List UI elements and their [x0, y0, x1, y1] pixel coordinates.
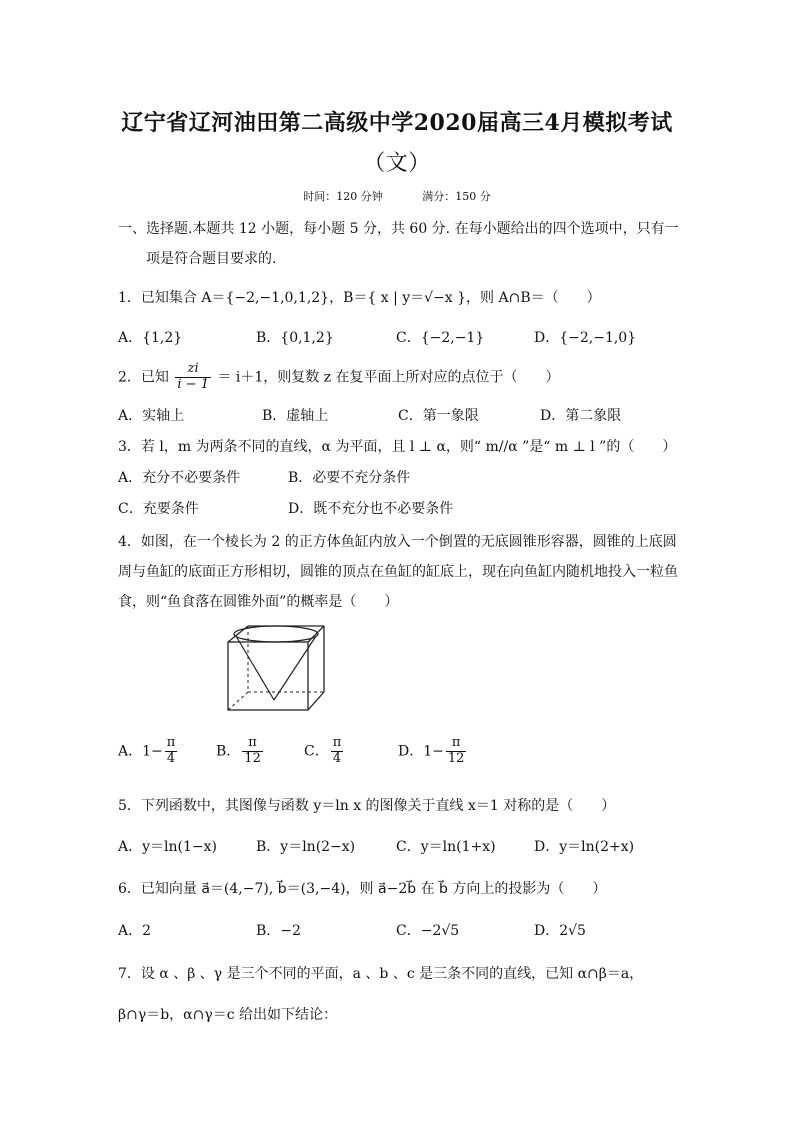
question-4-line2: 周与鱼缸的底面正方形相切，圆锥的顶点在鱼缸的缸底上，现在向鱼缸内随机地投入一粒鱼	[118, 564, 678, 580]
q5-option-d: D．y＝ln(2+x)	[534, 839, 635, 855]
question-7-line1: 7．设 α 、β 、γ 是三个不同的平面，a 、b 、c 是三条不同的直线，已知 α∩β＝a，	[118, 966, 644, 982]
q2-frac-num: zi	[175, 362, 211, 378]
q4-den-b: 12	[244, 750, 261, 766]
page-title: 辽宁省辽河油田第二高级中学2020届高三4月模拟考试	[121, 110, 673, 136]
q5-option-b: B．y＝ln(2−x)	[256, 839, 356, 855]
question-6-stem: 6．已知向量 a⃗＝(4,−7), b⃗＝(3,−4)，则 a⃗−2b⃗ 在 b⃗ 方向上的投影为（ ）	[118, 881, 607, 897]
q2-fraction	[175, 362, 211, 393]
q4-den-a: 4	[166, 750, 176, 766]
pi-symbol: π	[242, 736, 263, 752]
page-subtitle: （文）	[363, 151, 431, 176]
question-7-line2: β∩γ＝b，α∩γ＝c 给出如下结论：	[118, 1007, 337, 1023]
cube-front-face	[228, 642, 308, 710]
q2-option-a: A．实轴上	[118, 408, 185, 424]
q2-option-d: D．第二象限	[540, 408, 622, 424]
pi-symbol: π	[166, 735, 176, 750]
q2-prefix: 2．已知	[118, 369, 169, 386]
q6-option-a: A．2	[118, 923, 152, 939]
cube-hidden-edge	[228, 692, 248, 710]
q6-option-d: D．2√5	[534, 923, 586, 939]
exam-meta	[0, 188, 794, 204]
question-2-stem	[118, 362, 560, 393]
question-1-stem: 1．已知集合 A＝{−2,−1,0,1,2}，B＝{ x | y＝√−x }，则 A∩B＝（ ）	[118, 290, 601, 306]
q4-option-d-label: D．1−	[398, 743, 444, 760]
q3-option-d: D．既不充分也不必要条件	[288, 501, 454, 517]
cone-top-circle	[234, 626, 318, 642]
q4-den-c: 4	[332, 750, 342, 766]
question-5-stem: 5．下列函数中，其图像与函数 y＝ln x 的图像关于直线 x＝1 对称的是（ ）	[118, 798, 616, 814]
q2-option-b: B．虚轴上	[262, 408, 329, 424]
cube-edge	[308, 626, 324, 642]
q4-option-d	[398, 736, 468, 767]
q4-option-b-frac	[242, 736, 263, 767]
section-heading-cont: 项是符合题目要求的.	[146, 251, 277, 267]
question-4-line3: 食，则“鱼食落在圆锥外面”的概率是（ ）	[118, 594, 399, 610]
pi-symbol: π	[332, 735, 342, 750]
cube-edge	[308, 692, 324, 710]
q4-option-a	[118, 736, 179, 767]
q4-option-a-frac	[165, 736, 178, 767]
q6-option-b: B．−2	[256, 923, 301, 939]
q4-option-c-frac	[331, 736, 344, 767]
section-heading: 一、选择题.本题共 12 小题，每小题 5 分，共 60 分. 在每小题给出的四个选项中，只有一	[118, 221, 679, 237]
cone-side	[274, 636, 316, 700]
q4-option-a-label: A．1−	[118, 743, 163, 760]
q4-option-b-label: B．	[216, 743, 241, 760]
q4-option-c-label: C．	[304, 743, 329, 760]
question-4-line1: 4．如图，在一个棱长为 2 的正方体鱼缸内放入一个倒置的无底圆锥形容器，圆锥的上底圆	[118, 534, 677, 550]
q6-option-c: C．−2√5	[396, 923, 460, 939]
cube-cone-figure	[220, 620, 332, 716]
q5-option-a: A．y＝ln(1−x)	[118, 839, 217, 855]
q2-option-c: C．第一象限	[398, 408, 479, 424]
q1-option-c: C．{−2,−1}	[396, 330, 485, 346]
score-label: 满分：150 分	[422, 190, 491, 203]
q1-option-a: A．{1,2}	[118, 330, 183, 346]
q1-option-d: D．{−2,−1,0}	[534, 330, 637, 346]
q4-option-b	[216, 736, 265, 767]
q3-option-a: A．充分不必要条件	[118, 470, 241, 486]
q4-option-c	[304, 736, 345, 767]
q2-suffix: ＝ i＋1，则复数 z 在复平面上所对应的点位于（ ）	[217, 369, 560, 386]
q4-den-d: 12	[447, 750, 465, 766]
cone-side	[236, 636, 274, 700]
q3-option-c: C．充要条件	[118, 501, 199, 517]
question-3-stem: 3．若 l，m 为两条不同的直线，α 为平面，且 l ⊥ α，则“ m//α ”是“ m ⊥ l ”的（ ）	[118, 439, 677, 455]
q4-option-d-frac	[446, 736, 467, 767]
q5-option-c: C．y＝ln(1+x)	[396, 839, 496, 855]
q3-option-b: B．必要不充分条件	[288, 470, 411, 486]
time-label: 时间：120 分钟	[303, 190, 383, 203]
pi-symbol: π	[446, 736, 467, 752]
q2-frac-den: i − 1	[177, 376, 209, 392]
q1-option-b: B．{0,1,2}	[256, 330, 334, 346]
